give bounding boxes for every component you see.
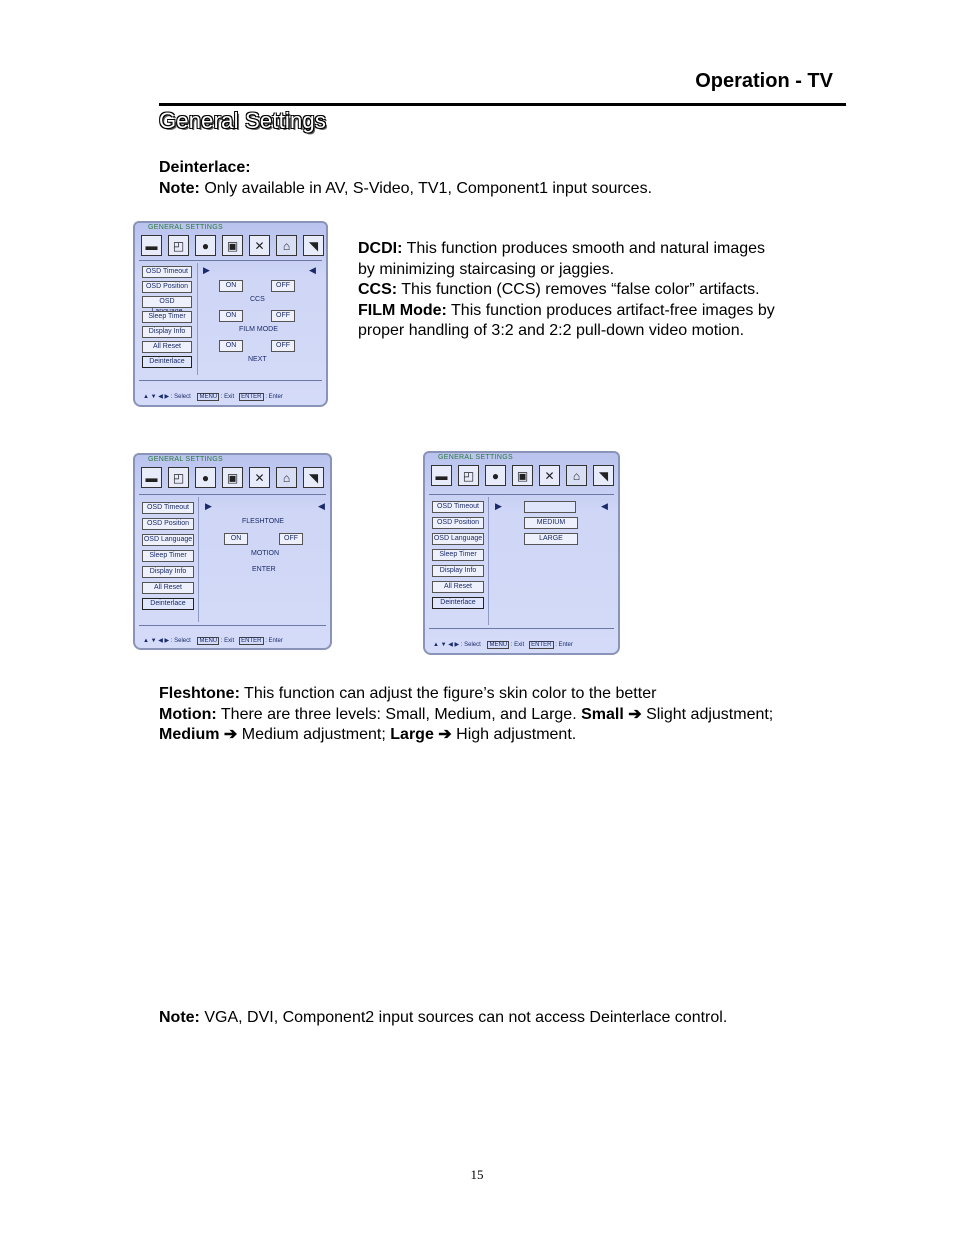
osd-icon-bar — [141, 467, 324, 488]
monitor-icon: ▬ — [141, 467, 162, 488]
footer-enter: : Enter — [265, 394, 283, 400]
dcdi-text: This function produces smooth and natural images — [402, 240, 766, 257]
header-title: Operation - TV — [695, 70, 833, 92]
film-text-2: proper handling of 3:2 and 2:2 pull-down video motion. — [358, 322, 745, 339]
ccs-text: This function (CCS) removes “false color” artifacts. — [397, 281, 760, 298]
osd-footer: ▲ ▼ ◀ ▶ : Select MENU : Exit ENTER : Enter — [433, 642, 573, 648]
motion-large-option[interactable]: LARGE — [524, 533, 578, 545]
fleshtone-label: Fleshtone: — [159, 685, 240, 702]
footer-select: : Select — [170, 638, 191, 644]
menu-deinterlace[interactable]: Deinterlace — [142, 356, 192, 368]
menu-osd-language[interactable]: OSD — [142, 296, 192, 308]
menu-deinterlace[interactable]: Deinterlace — [432, 597, 484, 609]
section-title: General Settings — [159, 108, 327, 133]
pip-icon: ◰ — [168, 467, 189, 488]
osd-divider — [429, 494, 614, 495]
dcdi-text-2: by minimizing staircasing or jaggies. — [358, 260, 615, 278]
arrow-icon: ➔ — [438, 726, 452, 743]
film-on-button[interactable]: ON — [219, 340, 243, 352]
film-mode-label: FILM MODE — [239, 326, 278, 333]
osd-screen-deinterlace — [133, 221, 328, 407]
footer-exit: : Exit — [220, 638, 235, 644]
fleshtone-label: FLESHTONE — [242, 518, 284, 525]
footer-select: : Select — [170, 394, 191, 400]
osd-footer: ▲ ▼ ◀ ▶ : Select MENU : Exit ENTER : Enter — [143, 394, 283, 400]
osd-vertical-divider — [197, 263, 198, 375]
general-settings-icon: ◥ — [303, 467, 324, 488]
menu-display-info[interactable]: Display Info — [142, 326, 192, 338]
tools-icon: ✕ — [249, 235, 270, 256]
osd-divider — [139, 260, 322, 261]
fleshtone-text: This function can adjust the figure’s skin color to the better — [239, 685, 657, 702]
arrow-icon: ➔ — [223, 726, 238, 743]
monitor-icon: ▬ — [431, 465, 452, 486]
right-arrow-icon[interactable]: ▶ — [203, 265, 210, 275]
pip-icon: ◰ — [168, 235, 189, 256]
tools-icon: ✕ — [539, 465, 560, 486]
osd-menu — [432, 501, 484, 609]
enter-key: ENTER — [241, 394, 262, 400]
footer-exit: : Exit — [510, 642, 525, 648]
window-icon: ▣ — [222, 467, 243, 488]
ccs-off-button[interactable]: OFF — [271, 310, 295, 322]
deinterlace-block — [159, 158, 652, 199]
ccs-label: CCS — [250, 296, 265, 303]
menu-key: MENU — [489, 642, 508, 648]
footer-enter: : Enter — [555, 642, 573, 648]
menu-sleep-timer[interactable]: Sleep Timer — [142, 550, 194, 562]
header-rule — [159, 103, 846, 106]
motion-small-option-highlighted[interactable] — [524, 501, 576, 513]
menu-all-reset[interactable]: All Reset — [432, 581, 484, 593]
osd-vertical-divider — [198, 497, 199, 622]
motion-large-text: High adjustment. — [451, 726, 577, 743]
deinterlace-heading: Deinterlace: — [159, 159, 251, 176]
osd-footer-divider — [139, 380, 322, 381]
footer-exit: : Exit — [220, 394, 235, 400]
menu-all-reset[interactable]: All Reset — [142, 582, 194, 594]
osd-title: GENERAL SETTINGS — [438, 454, 513, 461]
osd-icon-bar — [431, 465, 614, 486]
ccs-desc-label: CCS: — [358, 281, 398, 298]
dcdi-off-button[interactable]: OFF — [271, 280, 295, 292]
menu-osd-timeout[interactable]: OSD Timeout — [432, 501, 484, 513]
menu-all-reset[interactable]: All Reset — [142, 341, 192, 353]
menu-osd-position[interactable]: OSD Position — [142, 281, 192, 293]
dcdi-on-button[interactable]: ON — [219, 280, 243, 292]
fleshtone-off-button[interactable]: OFF — [279, 533, 303, 545]
osd-menu — [142, 266, 192, 368]
osd-screen-motion — [423, 451, 620, 655]
speaker-icon: ● — [195, 235, 216, 256]
footer-select: : Select — [460, 642, 481, 648]
motion-small: Small — [581, 705, 624, 723]
bottom-note-label: Note: — [159, 1009, 200, 1026]
motion-large: Large — [390, 726, 434, 743]
ccs-on-button[interactable]: ON — [219, 310, 243, 322]
motion-desc-label: Motion: — [159, 705, 217, 723]
monitor-icon: ▬ — [141, 235, 162, 256]
osd-icon-bar — [141, 235, 324, 256]
motion-medium-text: Medium adjustment; — [237, 726, 391, 743]
left-arrow-icon[interactable]: ◀ — [601, 501, 608, 511]
osd-footer-divider — [429, 628, 614, 629]
pip-icon: ◰ — [458, 465, 479, 486]
deinterlace-note-text: Only available in AV, S-Video, TV1, Component1 input sources. — [199, 179, 653, 197]
menu-osd-language[interactable]: OSD Language — [142, 534, 194, 546]
motion-small-text: Slight adjustment; — [641, 705, 774, 723]
osd-vertical-divider — [488, 497, 489, 625]
feature-descriptions — [358, 239, 828, 342]
left-arrow-icon[interactable]: ◀ — [309, 265, 316, 275]
bottom-note-text: VGA, DVI, Component2 input sources can not access Deinterlace control. — [199, 1009, 728, 1026]
osd-title: GENERAL SETTINGS — [148, 224, 223, 231]
tools-icon: ✕ — [249, 467, 270, 488]
film-text: This function produces artifact-free images by — [446, 301, 775, 319]
menu-key: MENU — [199, 394, 218, 400]
menu-osd-timeout[interactable]: OSD Timeout — [142, 266, 192, 278]
lock-icon: ⌂ — [276, 467, 297, 488]
osd-title: GENERAL SETTINGS — [148, 456, 223, 463]
dcdi-label: DCDI: — [358, 240, 403, 257]
fleshtone-on-button[interactable]: ON — [224, 533, 248, 545]
menu-deinterlace[interactable]: Deinterlace — [142, 598, 194, 610]
film-desc-label: FILM Mode: — [358, 301, 447, 319]
motion-label: MOTION — [251, 550, 279, 557]
right-arrow-icon[interactable]: ▶ — [205, 501, 212, 511]
next-label[interactable]: NEXT — [248, 356, 267, 363]
speaker-icon: ● — [485, 465, 506, 486]
menu-display-info[interactable]: Display Info — [142, 566, 194, 578]
menu-sleep-timer[interactable]: Sleep Timer — [142, 311, 192, 323]
menu-osd-position[interactable]: OSD Position — [142, 518, 194, 530]
osd-screen-fleshtone — [133, 453, 332, 650]
menu-osd-language[interactable]: OSD Language — [432, 533, 484, 545]
left-arrow-icon[interactable]: ◀ — [318, 501, 325, 511]
enter-label[interactable]: ENTER — [252, 566, 276, 573]
arrow-icon: ➔ — [628, 705, 642, 723]
page-number: 15 — [470, 1167, 484, 1182]
lock-icon: ⌂ — [276, 235, 297, 256]
motion-medium: Medium — [159, 726, 220, 743]
osd-divider — [139, 494, 326, 495]
motion-medium-option[interactable]: MEDIUM — [524, 517, 578, 529]
footer-enter: : Enter — [265, 638, 283, 644]
menu-key: MENU — [199, 638, 218, 644]
enter-key: ENTER — [241, 638, 262, 644]
osd-footer-divider — [139, 625, 326, 626]
speaker-icon: ● — [195, 467, 216, 488]
film-off-button[interactable]: OFF — [271, 340, 295, 352]
osd-menu — [142, 502, 194, 610]
general-settings-icon: ◥ — [593, 465, 614, 486]
window-icon: ▣ — [222, 235, 243, 256]
fleshtone-motion-block — [159, 684, 849, 746]
deinterlace-note-label: Note: — [159, 179, 200, 197]
menu-display-info[interactable]: Display Info — [432, 565, 484, 577]
osd-footer: ▲ ▼ ◀ ▶ : Select MENU : Exit ENTER : Enter — [143, 638, 283, 644]
bottom-note — [159, 1008, 849, 1029]
menu-osd-timeout[interactable]: OSD Timeout — [142, 502, 194, 514]
right-arrow-icon[interactable]: ▶ — [495, 501, 502, 511]
lock-icon: ⌂ — [566, 465, 587, 486]
enter-key: ENTER — [531, 642, 552, 648]
general-settings-icon: ◥ — [303, 235, 324, 256]
menu-osd-position[interactable]: OSD Position — [432, 517, 484, 529]
motion-text: There are three levels: Small, Medium, and Large. — [216, 705, 582, 723]
menu-sleep-timer[interactable]: Sleep Timer — [432, 549, 484, 561]
window-icon: ▣ — [512, 465, 533, 486]
